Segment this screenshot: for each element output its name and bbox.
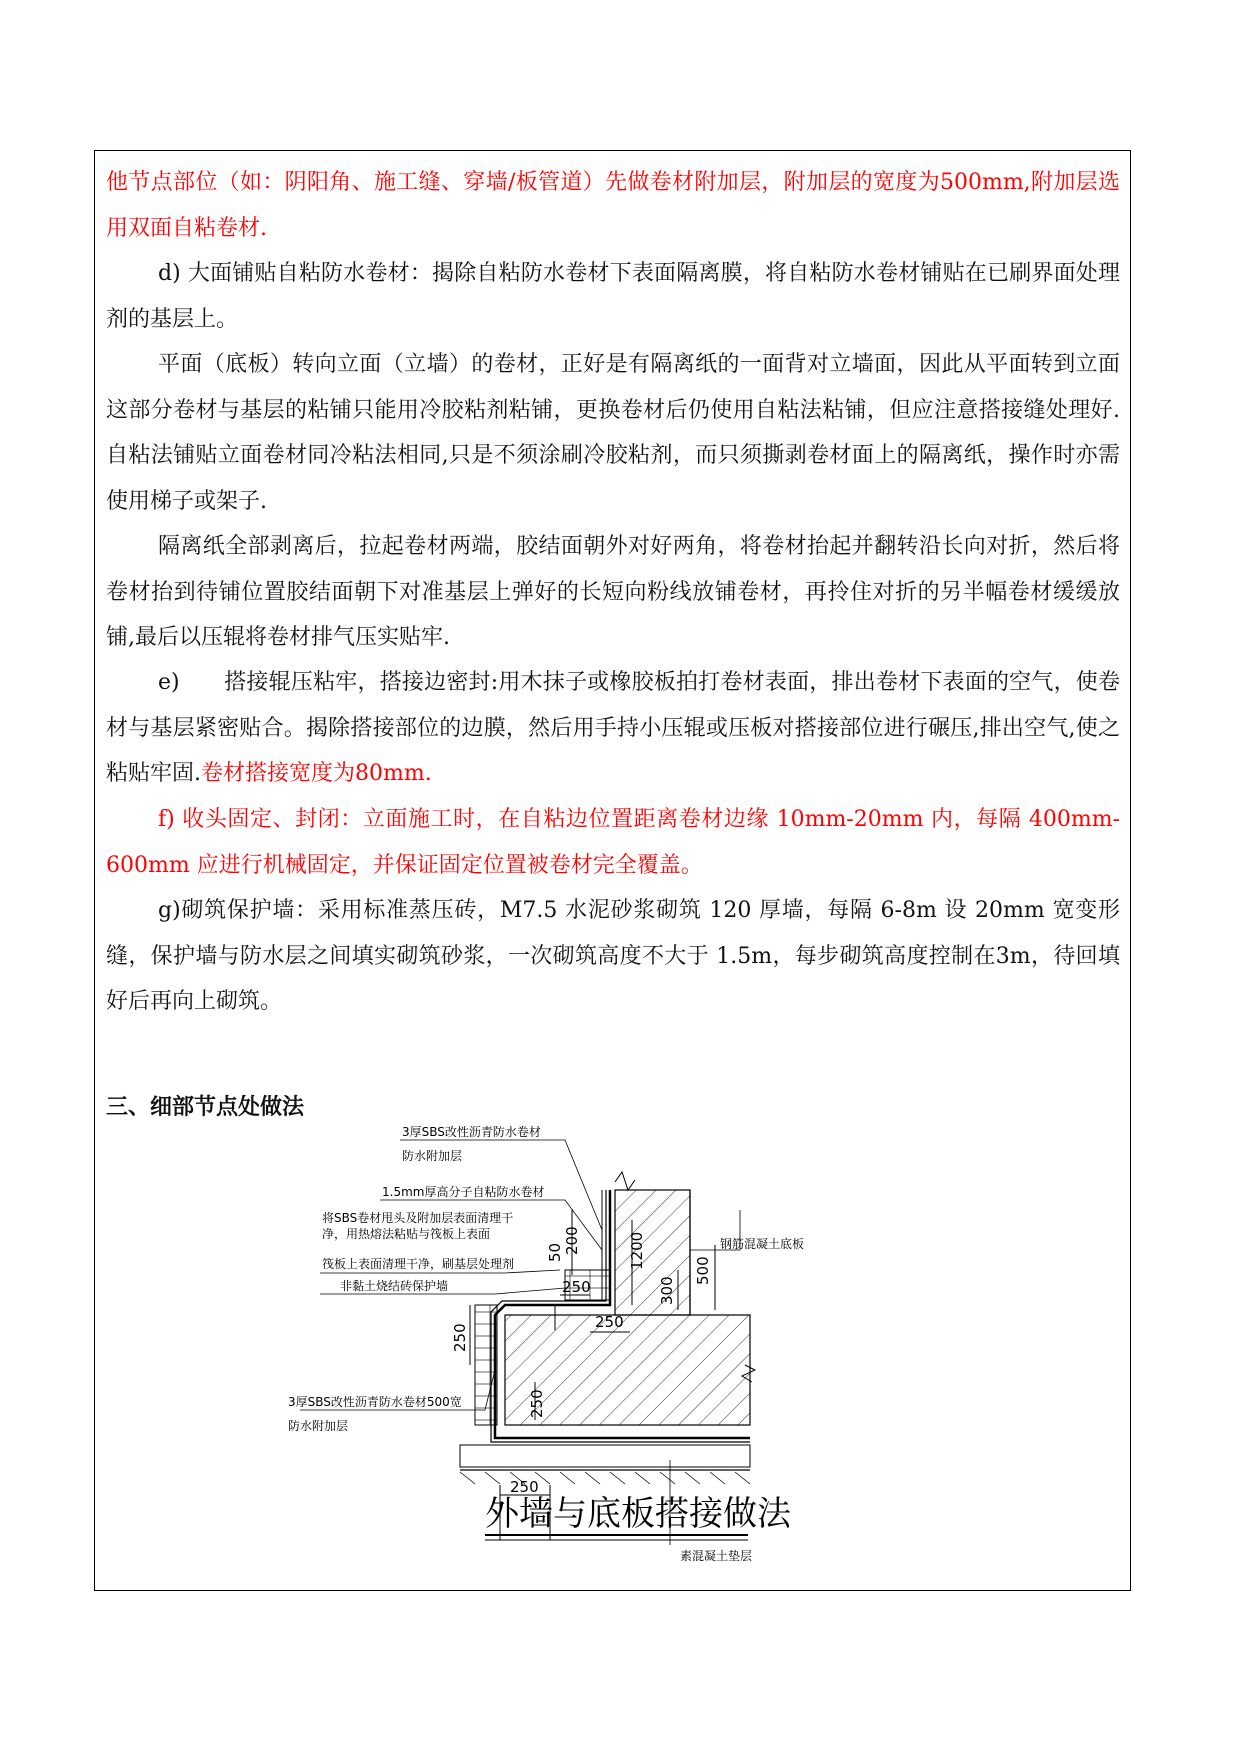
dim-250-left: 250 (451, 1323, 469, 1352)
overlap-width-note: 卷材搭接宽度为80mm. (201, 761, 432, 786)
label-sbs-500: 3厚SBS改性沥青防水卷材500宽 (288, 1395, 462, 1409)
paragraph-step-f: f) 收头固定、封闭：立面施工时，在自粘边位置距离卷材边缘 10mm-20mm 内，每隔 400mm-600mm 应进行机械固定，并保证固定位置被卷材完全覆盖。 (106, 807, 1120, 878)
dim-250-corner: 250 (528, 1389, 546, 1418)
label-raft-surface: 筏板上表面清理干净，刷基层处理剂 (322, 1257, 515, 1271)
wall-slab-detail-diagram (288, 1120, 920, 1580)
diagram-title: 外墙与底板搭接做法 (485, 1494, 791, 1534)
dim-250-bottom: 250 (510, 1478, 539, 1496)
label-lean-concrete: 素混凝土垫层 (680, 1549, 753, 1563)
section-heading: 三、细部节点处做法 (106, 1095, 305, 1120)
paragraph-release-paper: 隔离纸全部剥离后，拉起卷材两端，胶结面朝外对好两角，将卷材抬起并翻转沿长向对折，然后将卷材抬到待铺位置胶结面朝下对准基层上弹好的长短向粉线放铺卷材，再拎住对折的另半幅卷材缓缓放铺,最后以压辊将卷材排气压实贴牢. (106, 534, 1120, 650)
label-sbs-end-line2: 净，用热熔法粘贴与筏板上表面 (322, 1227, 491, 1241)
dim-300: 300 (658, 1276, 676, 1305)
dim-250-mid: 250 (595, 1313, 624, 1331)
label-sbs-end-line1: 将SBS卷材甩头及附加层表面清理干 (322, 1211, 514, 1225)
label-sbs-membrane: 3厚SBS改性沥青防水卷材 (402, 1125, 541, 1139)
dim-1200: 1200 (628, 1231, 646, 1270)
dim-250-top: 250 (562, 1278, 591, 1296)
label-additional-layer-2: 防水附加层 (288, 1419, 349, 1433)
label-self-adhesive-membrane: 1.5mm厚高分子自粘防水卷材 (382, 1185, 545, 1199)
paragraph-step-d: d) 大面铺贴自粘防水卷材：揭除自粘防水卷材下表面隔离膜，将自粘防水卷材铺贴在已刷界面处理剂的基层上。 (106, 261, 1120, 332)
dim-200: 200 (563, 1226, 581, 1255)
dim-50: 50 (546, 1242, 564, 1262)
lean-concrete-layer (460, 1445, 750, 1467)
step-e-text: e) 搭接辊压粘牢，搭接边密封:用木抹子或橡胶板拍打卷材表面，排出卷材下表面的空气，使卷材与基层紧密贴合。揭除搭接部位的边膜，然后用手持小压辊或压板对搭接部位进行碾压,排出空气,使之粘贴牢固. (106, 670, 1120, 786)
paragraph-plane-to-wall: 平面（底板）转向立面（立墙）的卷材，正好是有隔离纸的一面背对立墙面，因此从平面转到立面这部分卷材与基层的粘铺只能用冷胶粘剂粘铺，更换卷材后仍使用自粘法粘铺，但应注意搭接缝处理好.自粘法铺贴立面卷材同冷粘法相同,只是不须涂刷冷胶粘剂，而只须撕剥卷材面上的隔离纸，操作时亦需使用梯子或架子. (106, 352, 1120, 514)
dim-500: 500 (694, 1256, 712, 1285)
paragraph-additional-layer: 他节点部位（如：阴阳角、施工缝、穿墙/板管道）先做卷材附加层，附加层的宽度为500mm,附加层选用双面自粘卷材. (106, 170, 1120, 241)
label-rc-slab: 钢筋混凝土底板 (720, 1237, 805, 1251)
label-additional-layer: 防水附加层 (402, 1149, 463, 1163)
label-brick-wall: 非黏土烧结砖保护墙 (340, 1279, 449, 1293)
paragraph-step-e (106, 660, 1120, 797)
paragraph-step-g: g)砌筑保护墙：采用标准蒸压砖，M7.5 水泥砂浆砌筑 120 厚墙，每隔 6-8m 设 20mm 宽变形缝，保护墙与防水层之间填实砌筑砂浆，一次砌筑高度不大于 1.5m，每步砌筑高度控制在3m，待回填好后再向上砌筑。 (106, 898, 1120, 1014)
concrete-wall (615, 1190, 690, 1315)
